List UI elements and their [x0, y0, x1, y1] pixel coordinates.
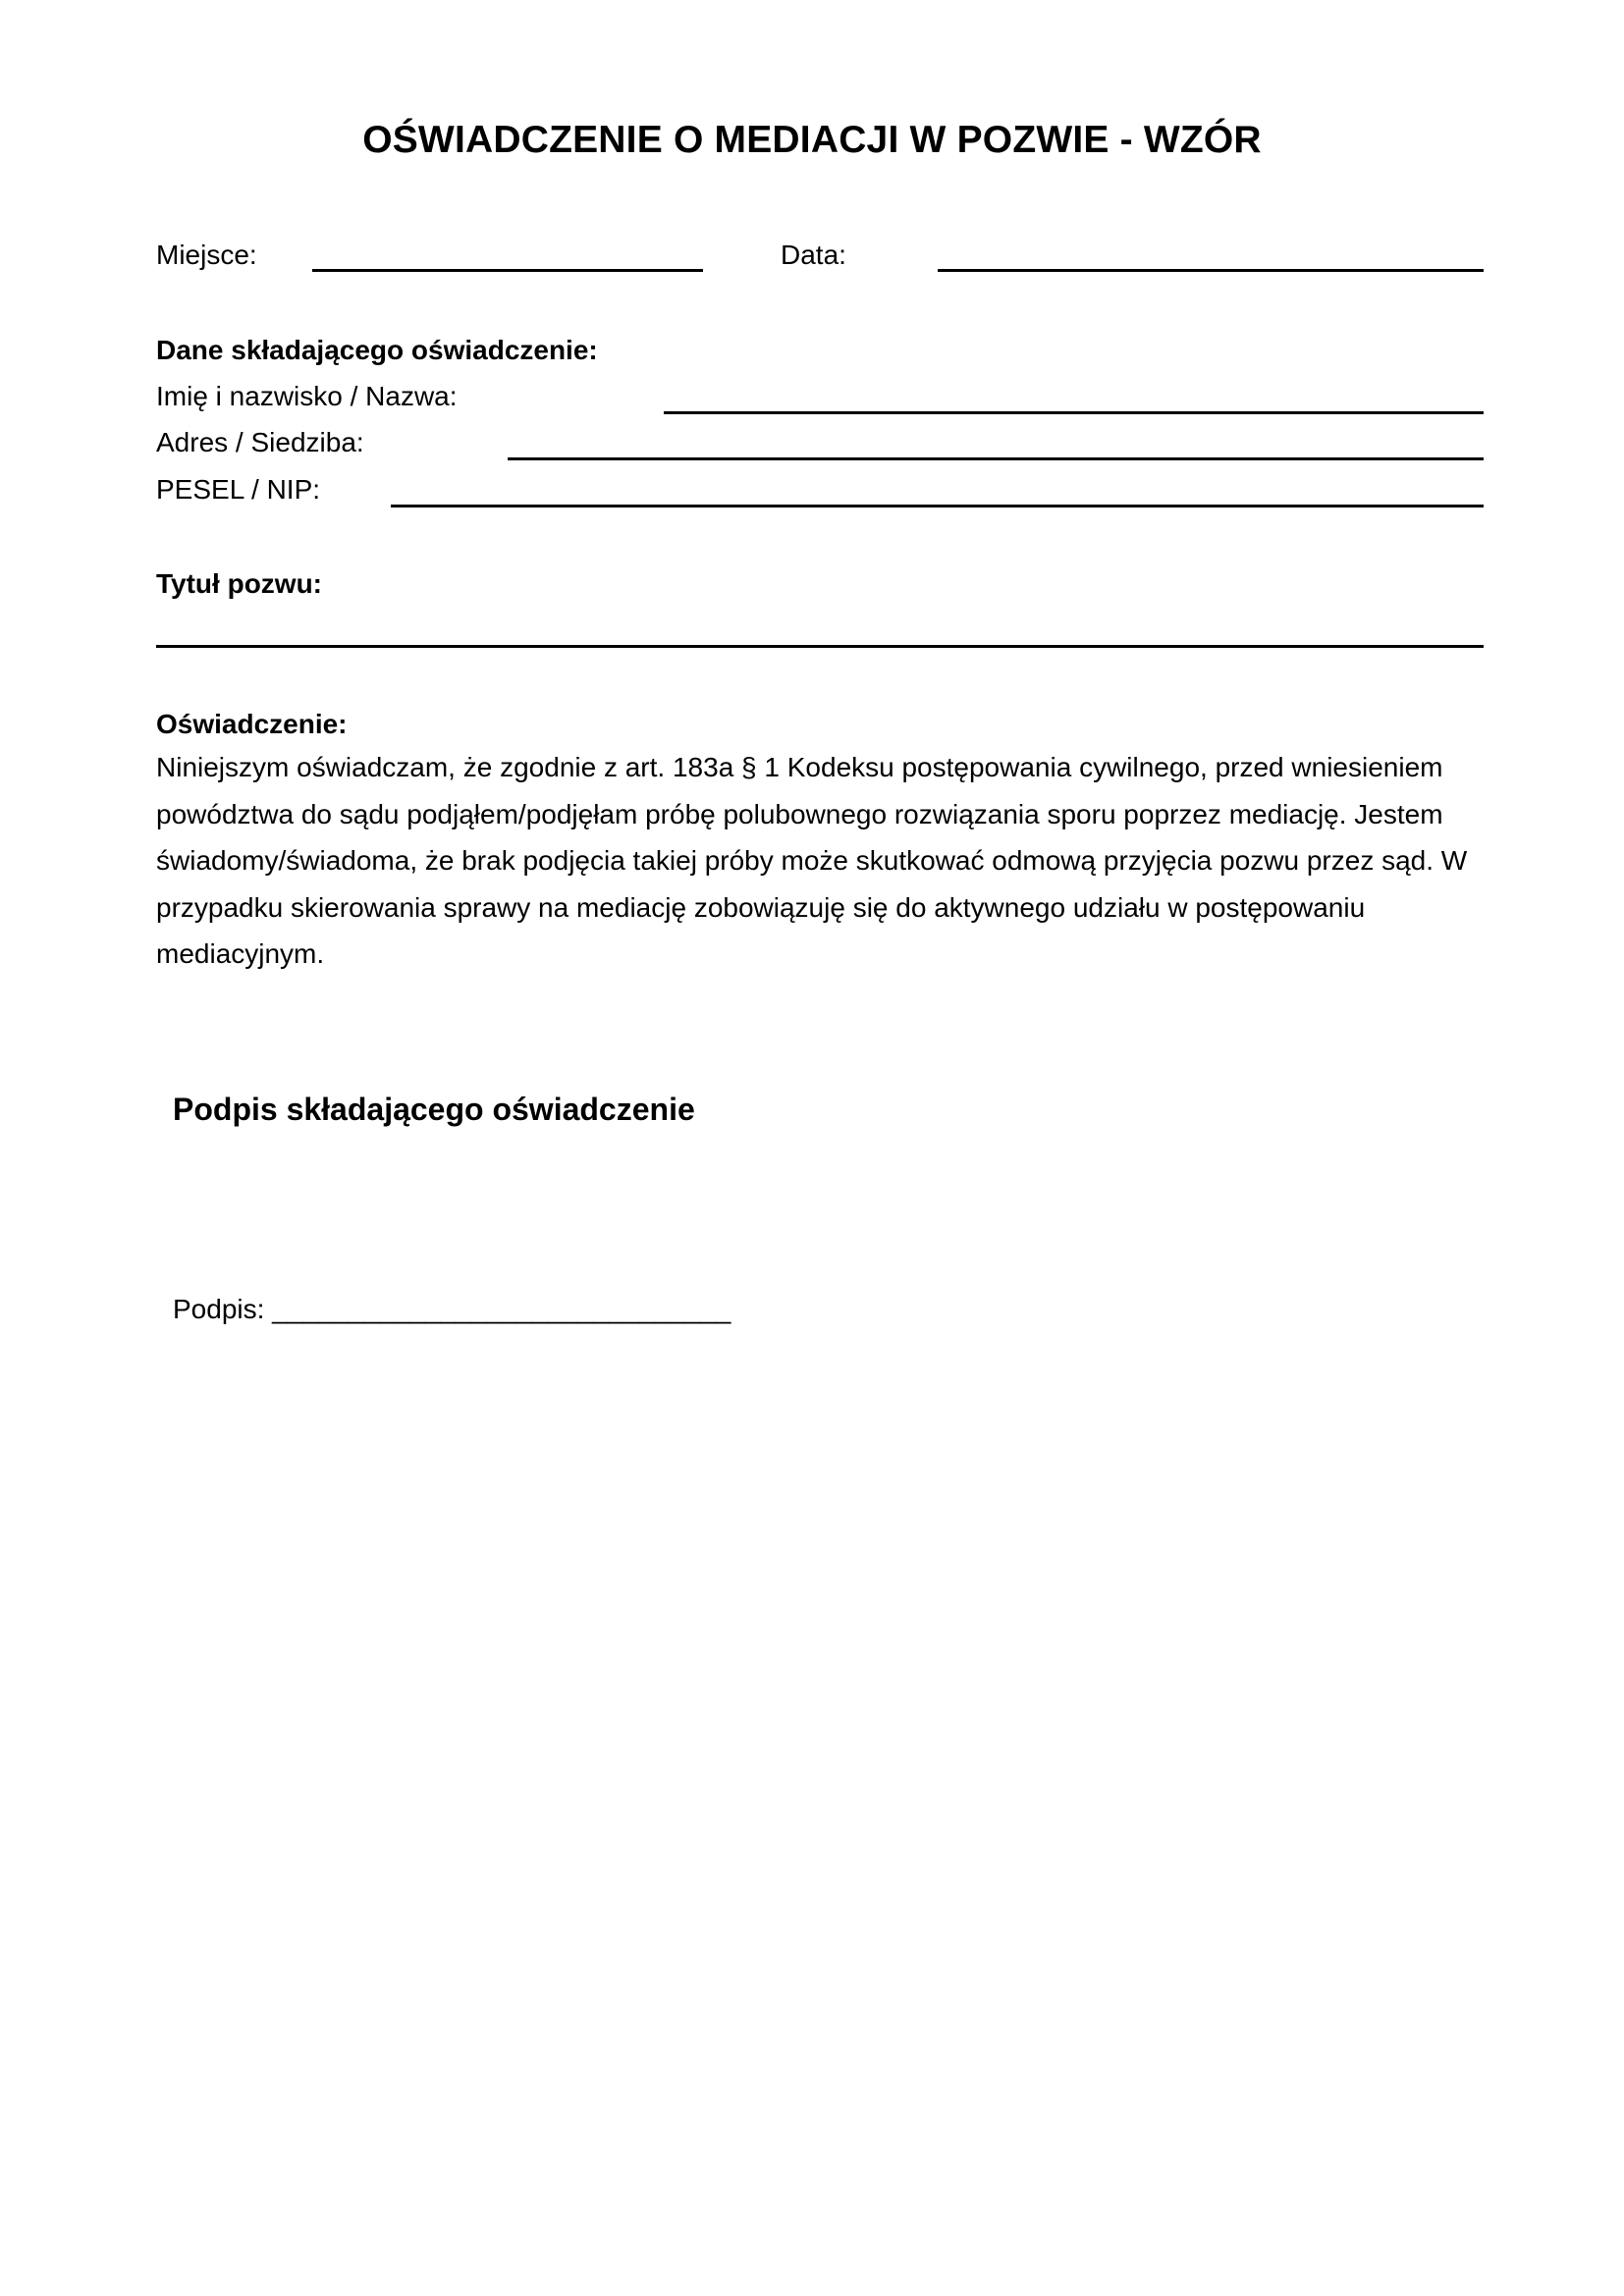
id-field-line[interactable] [391, 505, 1484, 507]
lawsuit-heading: Tytuł pozwu: [156, 568, 322, 599]
statement-heading: Oświadczenie: [156, 709, 348, 739]
name-label: Imię i nazwisko / Nazwa: [156, 381, 458, 411]
name-field-line[interactable] [664, 411, 1484, 414]
address-label: Adres / Siedziba: [156, 427, 364, 457]
lawsuit-field-line[interactable] [156, 645, 1484, 648]
place-label: Miejsce: [156, 240, 257, 270]
address-field-line[interactable] [508, 457, 1484, 460]
signature-field[interactable]: Podpis: ______________________________ [173, 1294, 731, 1324]
declarant-heading: Dane składającego oświadczenie: [156, 335, 598, 365]
statement-body: Niniejszym oświadczam, że zgodnie z art. 183a § 1 Kodeksu postępowania cywilnego, przed wniesieniem powództwa do sądu podjąłem/podjęłam próbę polubownego rozwiązania sporu poprzez mediację. Jestem świadomy/świadoma, że brak podjęcia takiej próby może skutkować odmową przyjęcia pozwu przez sąd. W przypadku skierowania sprawy na mediację zobowiązuję się do aktywnego udziału w postępowaniu mediacyjnym. [156, 752, 1468, 969]
id-label: PESEL / NIP: [156, 474, 321, 505]
place-field-line[interactable] [312, 269, 703, 272]
document-title: OŚWIADCZENIE O MEDIACJI W POZWIE - WZÓR [362, 119, 1262, 161]
signature-heading: Podpis składającego oświadczenie [173, 1092, 695, 1127]
date-label: Data: [781, 240, 846, 270]
date-field-line[interactable] [938, 269, 1484, 272]
